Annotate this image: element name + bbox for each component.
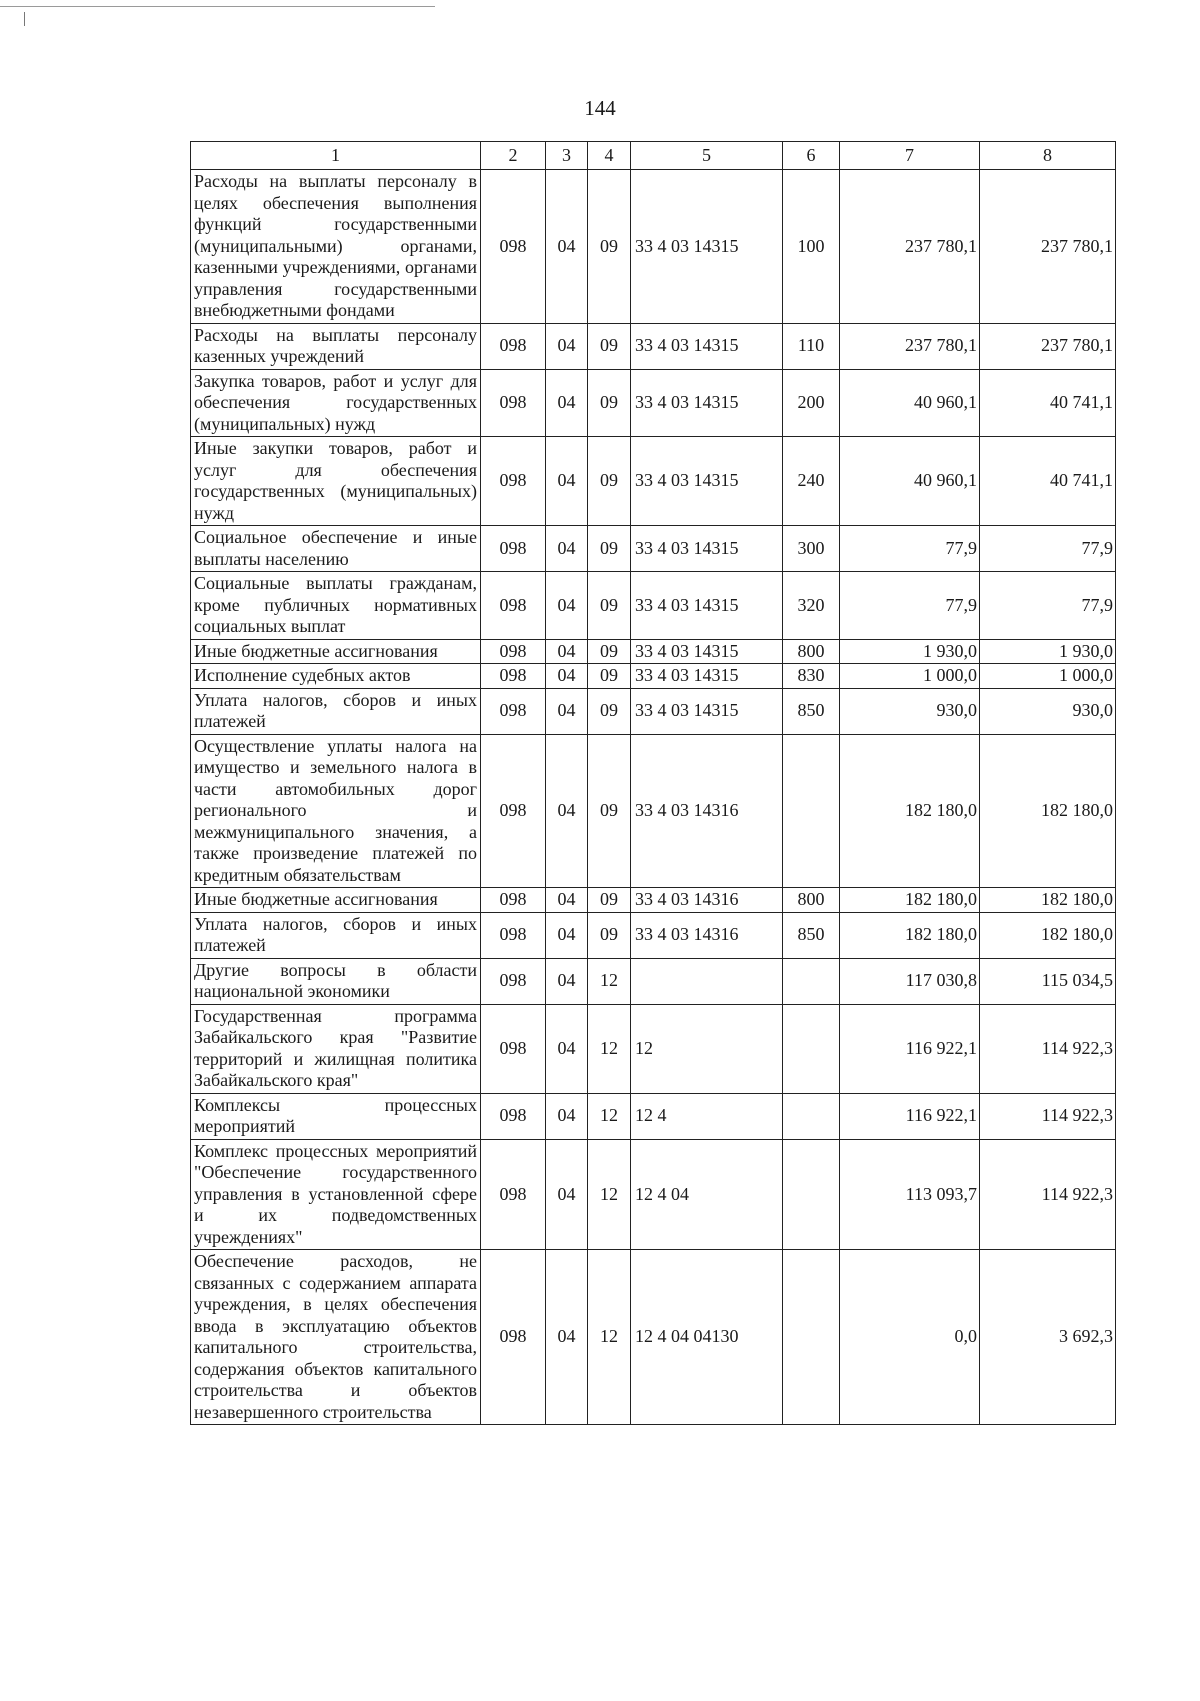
amount-year-1: 0,0 bbox=[840, 1250, 980, 1425]
table-row bbox=[191, 437, 1116, 526]
target-article-code: 12 4 bbox=[631, 1093, 783, 1139]
subsection-code: 12 bbox=[588, 1004, 631, 1093]
amount-year-1: 182 180,0 bbox=[840, 734, 980, 888]
expense-type-code: 300 bbox=[783, 526, 840, 572]
expense-type-code: 850 bbox=[783, 912, 840, 958]
subsection-code: 12 bbox=[588, 958, 631, 1004]
expense-type-code: 100 bbox=[783, 170, 840, 324]
expense-type-code: 240 bbox=[783, 437, 840, 526]
section-code: 04 bbox=[546, 888, 588, 913]
target-article-code: 33 4 03 14316 bbox=[631, 912, 783, 958]
subsection-code: 09 bbox=[588, 369, 631, 437]
target-article-code: 33 4 03 14315 bbox=[631, 688, 783, 734]
amount-year-2: 1 930,0 bbox=[980, 639, 1116, 664]
subsection-code: 12 bbox=[588, 1250, 631, 1425]
section-code: 04 bbox=[546, 912, 588, 958]
section-code: 04 bbox=[546, 170, 588, 324]
table-row bbox=[191, 664, 1116, 689]
ministry-code: 098 bbox=[481, 1139, 546, 1250]
row-description: Государственная программа Забайкальского края "Развитие территорий и жилищная политика Забайкальского края" bbox=[191, 1004, 481, 1093]
amount-year-1: 77,9 bbox=[840, 526, 980, 572]
section-code: 04 bbox=[546, 1004, 588, 1093]
ministry-code: 098 bbox=[481, 323, 546, 369]
amount-year-2: 114 922,3 bbox=[980, 1093, 1116, 1139]
row-description: Уплата налогов, сборов и иных платежей bbox=[191, 688, 481, 734]
table-row bbox=[191, 688, 1116, 734]
amount-year-2: 77,9 bbox=[980, 526, 1116, 572]
row-description: Исполнение судебных актов bbox=[191, 664, 481, 689]
ministry-code: 098 bbox=[481, 369, 546, 437]
table-header-row bbox=[191, 142, 1116, 170]
table-row bbox=[191, 572, 1116, 640]
amount-year-1: 116 922,1 bbox=[840, 1093, 980, 1139]
expense-type-code bbox=[783, 1250, 840, 1425]
section-code: 04 bbox=[546, 572, 588, 640]
amount-year-2: 930,0 bbox=[980, 688, 1116, 734]
ministry-code: 098 bbox=[481, 888, 546, 913]
target-article-code: 12 4 04 bbox=[631, 1139, 783, 1250]
subsection-code: 09 bbox=[588, 437, 631, 526]
section-code: 04 bbox=[546, 1250, 588, 1425]
target-article-code: 12 4 04 04130 bbox=[631, 1250, 783, 1425]
column-header: 3 bbox=[546, 142, 588, 170]
amount-year-2: 237 780,1 bbox=[980, 170, 1116, 324]
section-code: 04 bbox=[546, 437, 588, 526]
subsection-code: 09 bbox=[588, 664, 631, 689]
row-description: Обеспечение расходов, не связанных с содержанием аппарата учреждения, в целях обеспечения ввода в эксплуатацию объектов капитального строительства, содержания объектов капитального строительства и объектов незавершенного строительства bbox=[191, 1250, 481, 1425]
page-number: 144 bbox=[584, 96, 616, 120]
row-description: Закупка товаров, работ и услуг для обеспечения государственных (муниципальных) нужд bbox=[191, 369, 481, 437]
expense-type-code bbox=[783, 734, 840, 888]
subsection-code: 09 bbox=[588, 572, 631, 640]
table-row bbox=[191, 1139, 1116, 1250]
section-code: 04 bbox=[546, 688, 588, 734]
amount-year-1: 40 960,1 bbox=[840, 369, 980, 437]
ministry-code: 098 bbox=[481, 912, 546, 958]
row-description: Другие вопросы в области национальной экономики bbox=[191, 958, 481, 1004]
amount-year-2: 1 000,0 bbox=[980, 664, 1116, 689]
row-description: Иные бюджетные ассигнования bbox=[191, 639, 481, 664]
amount-year-1: 930,0 bbox=[840, 688, 980, 734]
target-article-code: 33 4 03 14315 bbox=[631, 526, 783, 572]
amount-year-1: 237 780,1 bbox=[840, 323, 980, 369]
ministry-code: 098 bbox=[481, 1004, 546, 1093]
section-code: 04 bbox=[546, 369, 588, 437]
amount-year-2: 115 034,5 bbox=[980, 958, 1116, 1004]
row-description: Уплата налогов, сборов и иных платежей bbox=[191, 912, 481, 958]
table-row bbox=[191, 170, 1116, 324]
ministry-code: 098 bbox=[481, 1093, 546, 1139]
ministry-code: 098 bbox=[481, 664, 546, 689]
subsection-code: 09 bbox=[588, 734, 631, 888]
amount-year-1: 182 180,0 bbox=[840, 912, 980, 958]
column-header: 6 bbox=[783, 142, 840, 170]
column-header: 7 bbox=[840, 142, 980, 170]
subsection-code: 09 bbox=[588, 526, 631, 572]
subsection-code: 12 bbox=[588, 1139, 631, 1250]
expense-type-code bbox=[783, 1004, 840, 1093]
amount-year-2: 40 741,1 bbox=[980, 437, 1116, 526]
target-article-code: 12 bbox=[631, 1004, 783, 1093]
table-row bbox=[191, 734, 1116, 888]
amount-year-2: 182 180,0 bbox=[980, 734, 1116, 888]
ministry-code: 098 bbox=[481, 1250, 546, 1425]
target-article-code: 33 4 03 14315 bbox=[631, 639, 783, 664]
target-article-code: 33 4 03 14315 bbox=[631, 572, 783, 640]
table-row bbox=[191, 526, 1116, 572]
amount-year-1: 1 930,0 bbox=[840, 639, 980, 664]
target-article-code: 33 4 03 14315 bbox=[631, 369, 783, 437]
expense-type-code bbox=[783, 1139, 840, 1250]
target-article-code: 33 4 03 14315 bbox=[631, 437, 783, 526]
ministry-code: 098 bbox=[481, 526, 546, 572]
section-code: 04 bbox=[546, 1139, 588, 1250]
row-description: Осуществление уплаты налога на имущество и земельного налога в части автомобильных дорог регионального и межмуниципального значения, а также произведение платежей по кредитным обязательствам bbox=[191, 734, 481, 888]
table-row bbox=[191, 912, 1116, 958]
expense-type-code: 320 bbox=[783, 572, 840, 640]
ministry-code: 098 bbox=[481, 437, 546, 526]
subsection-code: 09 bbox=[588, 639, 631, 664]
table-row bbox=[191, 888, 1116, 913]
table-row bbox=[191, 639, 1116, 664]
amount-year-1: 1 000,0 bbox=[840, 664, 980, 689]
row-description: Иные бюджетные ассигнования bbox=[191, 888, 481, 913]
target-article-code: 33 4 03 14315 bbox=[631, 170, 783, 324]
expense-type-code bbox=[783, 1093, 840, 1139]
section-code: 04 bbox=[546, 323, 588, 369]
ministry-code: 098 bbox=[481, 572, 546, 640]
table-row bbox=[191, 1004, 1116, 1093]
subsection-code: 12 bbox=[588, 1093, 631, 1139]
amount-year-2: 237 780,1 bbox=[980, 323, 1116, 369]
column-header: 2 bbox=[481, 142, 546, 170]
subsection-code: 09 bbox=[588, 688, 631, 734]
amount-year-2: 182 180,0 bbox=[980, 912, 1116, 958]
scan-edge-line bbox=[0, 6, 435, 7]
ministry-code: 098 bbox=[481, 958, 546, 1004]
expense-type-code: 850 bbox=[783, 688, 840, 734]
ministry-code: 098 bbox=[481, 734, 546, 888]
subsection-code: 09 bbox=[588, 912, 631, 958]
row-description: Социальные выплаты гражданам, кроме публичных нормативных социальных выплат bbox=[191, 572, 481, 640]
amount-year-2: 77,9 bbox=[980, 572, 1116, 640]
target-article-code: 33 4 03 14315 bbox=[631, 664, 783, 689]
section-code: 04 bbox=[546, 664, 588, 689]
row-description: Социальное обеспечение и иные выплаты населению bbox=[191, 526, 481, 572]
subsection-code: 09 bbox=[588, 323, 631, 369]
ministry-code: 098 bbox=[481, 688, 546, 734]
section-code: 04 bbox=[546, 1093, 588, 1139]
column-header: 1 bbox=[191, 142, 481, 170]
section-code: 04 bbox=[546, 734, 588, 888]
amount-year-2: 3 692,3 bbox=[980, 1250, 1116, 1425]
amount-year-1: 116 922,1 bbox=[840, 1004, 980, 1093]
section-code: 04 bbox=[546, 526, 588, 572]
row-description: Расходы на выплаты персоналу в целях обеспечения выполнения функций государственными (муниципальными) органами, казенными учреждениями, органами управления государственными внебюджетными фондами bbox=[191, 170, 481, 324]
ministry-code: 098 bbox=[481, 639, 546, 664]
target-article-code: 33 4 03 14316 bbox=[631, 734, 783, 888]
table-row bbox=[191, 1250, 1116, 1425]
table-row bbox=[191, 369, 1116, 437]
target-article-code: 33 4 03 14315 bbox=[631, 323, 783, 369]
column-header: 8 bbox=[980, 142, 1116, 170]
amount-year-1: 40 960,1 bbox=[840, 437, 980, 526]
subsection-code: 09 bbox=[588, 888, 631, 913]
budget-table bbox=[190, 141, 1116, 1425]
amount-year-2: 114 922,3 bbox=[980, 1139, 1116, 1250]
expense-type-code: 110 bbox=[783, 323, 840, 369]
target-article-code bbox=[631, 958, 783, 1004]
expense-type-code: 200 bbox=[783, 369, 840, 437]
scan-edge-mark bbox=[24, 12, 25, 26]
column-header: 5 bbox=[631, 142, 783, 170]
amount-year-1: 182 180,0 bbox=[840, 888, 980, 913]
section-code: 04 bbox=[546, 639, 588, 664]
row-description: Комплексы процессных мероприятий bbox=[191, 1093, 481, 1139]
expense-type-code: 800 bbox=[783, 888, 840, 913]
column-header: 4 bbox=[588, 142, 631, 170]
subsection-code: 09 bbox=[588, 170, 631, 324]
expense-type-code: 800 bbox=[783, 639, 840, 664]
ministry-code: 098 bbox=[481, 170, 546, 324]
amount-year-1: 77,9 bbox=[840, 572, 980, 640]
expense-type-code bbox=[783, 958, 840, 1004]
expense-type-code: 830 bbox=[783, 664, 840, 689]
target-article-code: 33 4 03 14316 bbox=[631, 888, 783, 913]
table-row bbox=[191, 323, 1116, 369]
row-description: Расходы на выплаты персоналу казенных учреждений bbox=[191, 323, 481, 369]
amount-year-2: 114 922,3 bbox=[980, 1004, 1116, 1093]
amount-year-1: 113 093,7 bbox=[840, 1139, 980, 1250]
amount-year-1: 237 780,1 bbox=[840, 170, 980, 324]
amount-year-2: 40 741,1 bbox=[980, 369, 1116, 437]
table-row bbox=[191, 1093, 1116, 1139]
amount-year-2: 182 180,0 bbox=[980, 888, 1116, 913]
amount-year-1: 117 030,8 bbox=[840, 958, 980, 1004]
table-row bbox=[191, 958, 1116, 1004]
section-code: 04 bbox=[546, 958, 588, 1004]
row-description: Иные закупки товаров, работ и услуг для обеспечения государственных (муниципальных) нужд bbox=[191, 437, 481, 526]
row-description: Комплекс процессных мероприятий "Обеспечение государственного управления в установленной сфере и их подведомственных учреждениях" bbox=[191, 1139, 481, 1250]
